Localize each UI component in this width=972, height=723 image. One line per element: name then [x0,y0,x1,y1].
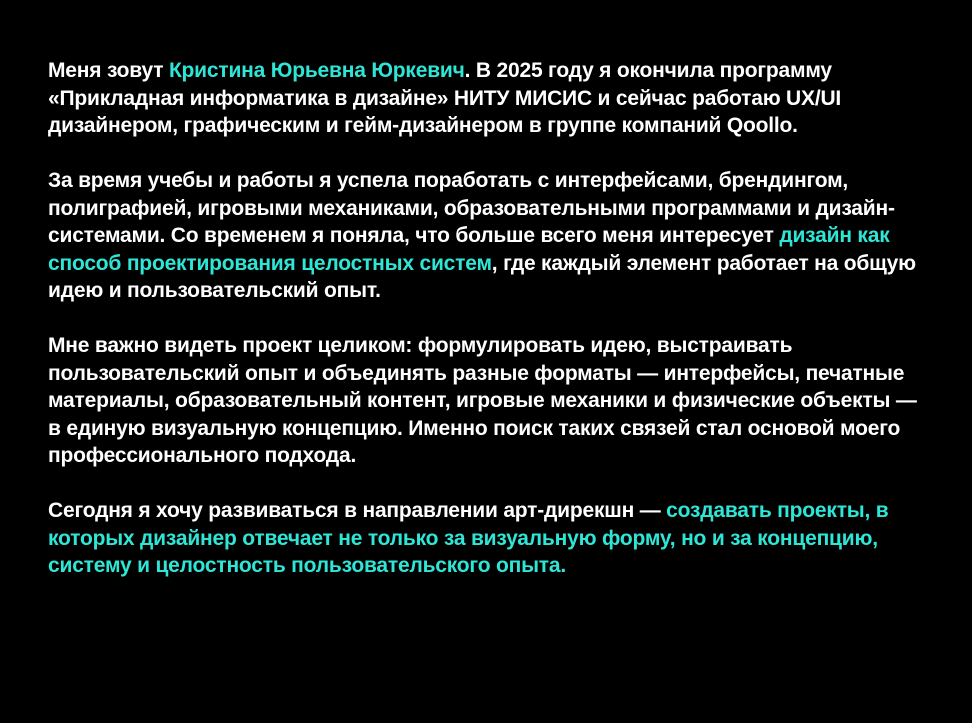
about-text-block [48,57,928,607]
experience-lead-text: За время учебы и работы я успела поработать с интерфейсами, брендингом, полиграфией, игровыми механиками, образовательными программами и дизайн-системами. Со временем я поняла, что больше всего меня интересует [48,169,895,247]
goals-highlight: создавать проекты, в которых дизайнер отвечает не только за визуальную форму, но и за концепцию, систему и целостность пользовательского опыта. [48,499,889,577]
author-name: Кристина Юрьевна Юркевич [168,59,465,82]
goals-paragraph [48,497,928,580]
intro-paragraph [48,57,928,140]
goals-lead-text: Сегодня я хочу развиваться в направлении арт-дирекшн — [48,499,667,522]
experience-paragraph [48,167,928,305]
intro-lead-text: Меня зовут [48,59,169,82]
experience-rest-text: , где каждый элемент работает на общую идею и пользовательский опыт. [48,251,916,302]
intro-rest-text: . В 2025 году я окончила программу «Прикладная информатика в дизайне» НИТУ МИСИС и сейчас работаю UX/UI дизайнером, графическим и гейм-дизайнером в группе компаний Qoollo. [48,59,842,137]
experience-highlight: дизайн как способ проектирования целостных систем [48,224,890,275]
approach-text: Мне важно видеть проект целиком: формулировать идею, выстраивать пользовательский опыт и объединять разные форматы — интерфейсы, печатные материалы, образовательный контент, игровые механики и физические объекты — в единую визуальную концепцию. Именно поиск таких связей стал основой моего профессионального подхода. [48,334,917,467]
approach-paragraph [48,332,928,470]
